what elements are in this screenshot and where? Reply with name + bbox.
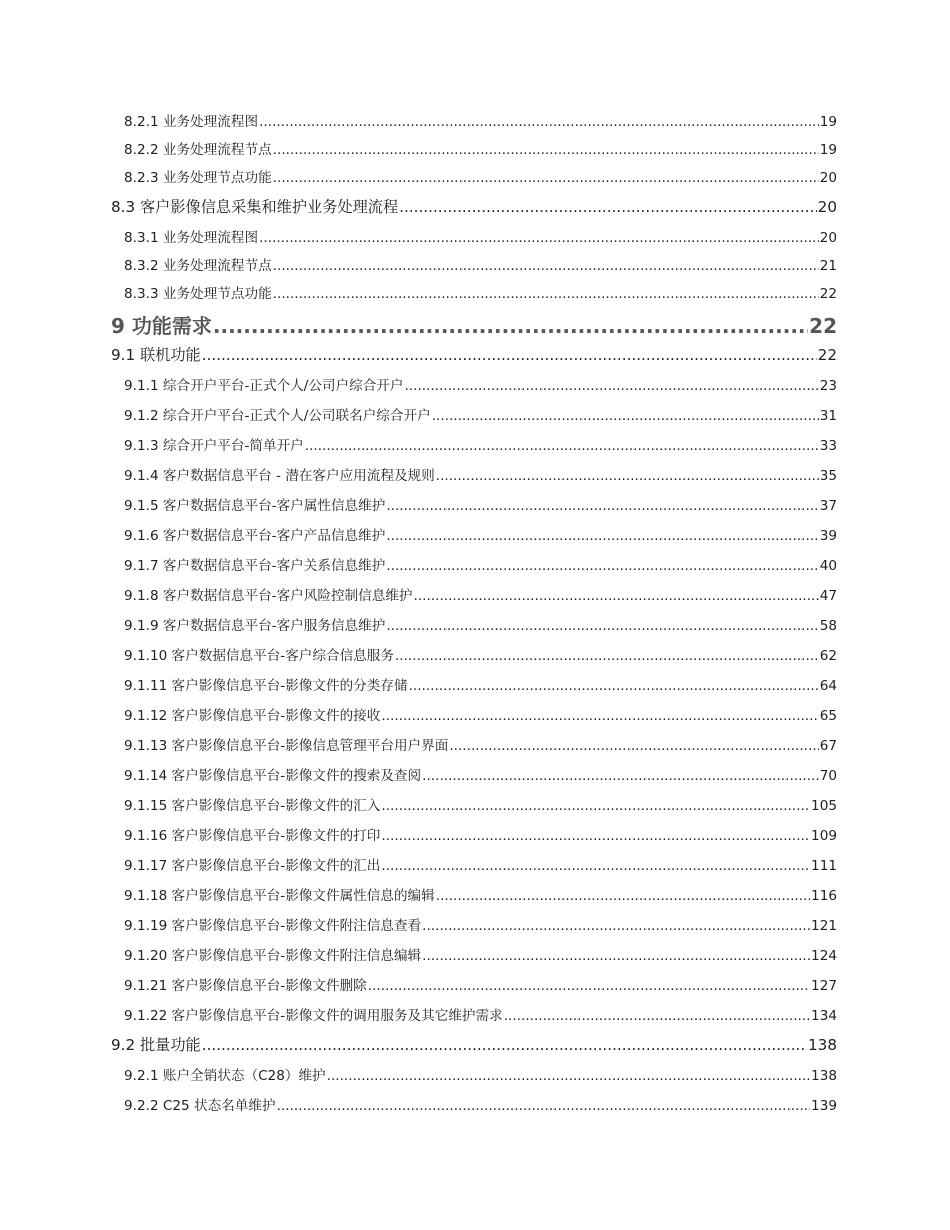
toc-entry[interactable] — [111, 554, 837, 574]
toc-entry-page: 62 — [819, 648, 837, 664]
toc-entry-title: 9.1.4 客户数据信息平台 - 潜在客户应用流程及规则 — [124, 468, 435, 484]
toc-entry-title: 9.1.5 客户数据信息平台-客户属性信息维护 — [124, 498, 386, 514]
toc-entry-page: 111 — [811, 858, 837, 874]
toc-entry[interactable] — [111, 110, 837, 130]
toc-entry[interactable] — [111, 884, 837, 904]
toc-entry-page: 47 — [819, 588, 837, 604]
toc-entry-title: 9.2.1 账户全销状态（C28）维护 — [124, 1068, 326, 1084]
toc-entry-title: 9.1.7 客户数据信息平台-客户关系信息维护 — [124, 558, 386, 574]
toc-entry[interactable] — [111, 1034, 837, 1055]
toc-entry[interactable] — [111, 310, 837, 339]
toc-entry-title: 9.1.13 客户影像信息平台-影像信息管理平台用户界面 — [124, 738, 449, 754]
toc-dot-leader — [449, 738, 818, 754]
toc-entry-title: 8.3.1 业务处理流程图 — [124, 230, 259, 246]
toc-entry-title: 9.1.16 客户影像信息平台-影像文件的打印 — [124, 828, 381, 844]
toc-dot-leader — [213, 314, 808, 338]
toc-dot-leader — [386, 618, 818, 634]
toc-entry-page: 22 — [817, 346, 837, 364]
toc-entry[interactable] — [111, 704, 837, 724]
toc-entry-title: 9.1.9 客户数据信息平台-客户服务信息维护 — [124, 618, 386, 634]
toc-entry-title: 8.3 客户影像信息采集和维护业务处理流程 — [111, 198, 399, 216]
toc-entry[interactable] — [111, 464, 837, 484]
toc-dot-leader — [422, 768, 819, 784]
toc-entry-title: 9.1.2 综合开户平台-正式个人/公司联名户综合开户 — [124, 408, 431, 424]
toc-entry-page: 31 — [819, 408, 837, 424]
toc-entry-page: 70 — [819, 768, 837, 784]
toc-entry[interactable] — [111, 434, 837, 454]
toc-entry-title: 9.1 联机功能 — [111, 346, 201, 364]
toc-dot-leader — [327, 1068, 810, 1084]
toc-entry[interactable] — [111, 374, 837, 394]
toc-dot-leader — [422, 948, 810, 964]
toc-entry-page: 124 — [811, 948, 837, 964]
toc-dot-leader — [273, 258, 819, 274]
toc-entry[interactable] — [111, 764, 837, 784]
toc-dot-leader — [432, 408, 819, 424]
toc-dot-leader — [381, 828, 810, 844]
toc-entry-page: 39 — [819, 528, 837, 544]
toc-dot-leader — [202, 346, 817, 364]
toc-dot-leader — [381, 798, 810, 814]
toc-entry-page: 127 — [811, 978, 837, 994]
toc-entry-title: 9.1.17 客户影像信息平台-影像文件的汇出 — [124, 858, 381, 874]
toc-entry-page: 22 — [819, 286, 837, 302]
toc-entry-title: 8.2.1 业务处理流程图 — [124, 114, 259, 130]
toc-entry-title: 8.2.3 业务处理节点功能 — [124, 170, 272, 186]
toc-dot-leader — [422, 918, 810, 934]
toc-entry-page: 20 — [819, 230, 837, 246]
toc-dot-leader — [399, 198, 817, 216]
toc-entry-page: 67 — [819, 738, 837, 754]
toc-entry[interactable] — [111, 1094, 837, 1114]
toc-entry[interactable] — [111, 614, 837, 634]
toc-entry-page: 134 — [811, 1008, 837, 1024]
toc-dot-leader — [202, 1036, 807, 1054]
toc-entry-title: 8.3.3 业务处理节点功能 — [124, 286, 272, 302]
toc-entry[interactable] — [111, 138, 837, 158]
toc-entry-title: 9.1.20 客户影像信息平台-影像文件附注信息编辑 — [124, 948, 422, 964]
toc-entry-page: 35 — [819, 468, 837, 484]
toc-entry-title: 8.3.2 业务处理流程节点 — [124, 258, 272, 274]
toc-entry-page: 109 — [811, 828, 837, 844]
toc-entry-page: 64 — [819, 678, 837, 694]
toc-dot-leader — [381, 858, 810, 874]
toc-dot-leader — [386, 498, 818, 514]
toc-entry-title: 8.2.2 业务处理流程节点 — [124, 142, 272, 158]
toc-dot-leader — [305, 438, 819, 454]
toc-entry-title: 9.1.14 客户影像信息平台-影像文件的搜索及查阅 — [124, 768, 422, 784]
toc-entry-title: 9.1.12 客户影像信息平台-影像文件的接收 — [124, 708, 381, 724]
toc-entry[interactable] — [111, 494, 837, 514]
toc-entry-page: 37 — [819, 498, 837, 514]
toc-dot-leader — [277, 1098, 810, 1114]
toc-dot-leader — [504, 1008, 810, 1024]
toc-entry[interactable] — [111, 344, 837, 365]
toc-entry[interactable] — [111, 944, 837, 964]
toc-dot-leader — [273, 286, 819, 302]
toc-dot-leader — [381, 708, 818, 724]
toc-entry-page: 105 — [811, 798, 837, 814]
toc-entry-title: 9.2 批量功能 — [111, 1036, 201, 1054]
toc-dot-leader — [273, 142, 819, 158]
toc-dot-leader — [414, 588, 819, 604]
toc-entry[interactable] — [111, 794, 837, 814]
toc-entry-title: 9.1.1 综合开户平台-正式个人/公司户综合开户 — [124, 378, 404, 394]
toc-dot-leader — [436, 888, 810, 904]
toc-entry-page: 65 — [819, 708, 837, 724]
toc-entry-title: 9.1.18 客户影像信息平台-影像文件属性信息的编辑 — [124, 888, 435, 904]
toc-entry-page: 138 — [808, 1036, 837, 1054]
toc-entry[interactable] — [111, 226, 837, 246]
toc-dot-leader — [395, 648, 819, 664]
toc-entry-title: 9.1.3 综合开户平台-简单开户 — [124, 438, 304, 454]
toc-dot-leader — [386, 528, 818, 544]
toc-entry-page: 116 — [811, 888, 837, 904]
toc-dot-leader — [386, 558, 818, 574]
toc-entry-page: 121 — [811, 918, 837, 934]
toc-entry-title: 9.1.8 客户数据信息平台-客户风险控制信息维护 — [124, 588, 413, 604]
toc-entry[interactable] — [111, 854, 837, 874]
toc-dot-leader — [368, 978, 810, 994]
toc-entry[interactable] — [111, 644, 837, 664]
toc-entry-page: 22 — [809, 314, 837, 338]
toc-entry[interactable] — [111, 166, 837, 186]
toc-entry[interactable] — [111, 1064, 837, 1084]
toc-entry[interactable] — [111, 674, 837, 694]
toc-dot-leader — [436, 468, 819, 484]
toc-entry-page: 139 — [811, 1098, 837, 1114]
toc-entry-page: 20 — [817, 198, 837, 216]
toc-entry-page: 40 — [819, 558, 837, 574]
toc-entry-page: 19 — [819, 142, 837, 158]
toc-entry-title: 9.2.2 C25 状态名单维护 — [124, 1098, 276, 1114]
toc-entry[interactable] — [111, 1004, 837, 1024]
toc-entry-page: 19 — [819, 114, 837, 130]
toc-entry-title: 9.1.22 客户影像信息平台-影像文件的调用服务及其它维护需求 — [124, 1008, 503, 1024]
toc-dot-leader — [405, 378, 819, 394]
toc-entry[interactable] — [111, 974, 837, 994]
toc-entry[interactable] — [111, 914, 837, 934]
toc-entry[interactable] — [111, 282, 837, 302]
toc-entry-title: 9.1.19 客户影像信息平台-影像文件附注信息查看 — [124, 918, 422, 934]
toc-entry[interactable] — [111, 824, 837, 844]
toc-entry-page: 23 — [819, 378, 837, 394]
toc-entry-page: 58 — [819, 618, 837, 634]
toc-entry-title: 9.1.10 客户数据信息平台-客户综合信息服务 — [124, 648, 394, 664]
toc-entry-title: 9.1.15 客户影像信息平台-影像文件的汇入 — [124, 798, 381, 814]
toc-dot-leader — [273, 170, 819, 186]
toc-entry[interactable] — [111, 524, 837, 544]
toc-dot-leader — [259, 114, 819, 130]
toc-dot-leader — [259, 230, 819, 246]
toc-entry-page: 138 — [811, 1068, 837, 1084]
toc-entry-page: 20 — [819, 170, 837, 186]
toc-entry-page: 33 — [819, 438, 837, 454]
toc-entry-title: 9.1.21 客户影像信息平台-影像文件删除 — [124, 978, 367, 994]
toc-entry[interactable] — [111, 734, 837, 754]
toc-entry[interactable] — [111, 404, 837, 424]
toc-entry-title: 9 功能需求 — [111, 314, 212, 338]
toc-entry-page: 21 — [819, 258, 837, 274]
toc-entry[interactable] — [111, 196, 837, 217]
toc-entry-title: 9.1.6 客户数据信息平台-客户产品信息维护 — [124, 528, 386, 544]
toc-entry[interactable] — [111, 254, 837, 274]
toc-entry-title: 9.1.11 客户影像信息平台-影像文件的分类存储 — [124, 678, 408, 694]
toc-entry[interactable] — [111, 584, 837, 604]
toc-dot-leader — [409, 678, 819, 694]
